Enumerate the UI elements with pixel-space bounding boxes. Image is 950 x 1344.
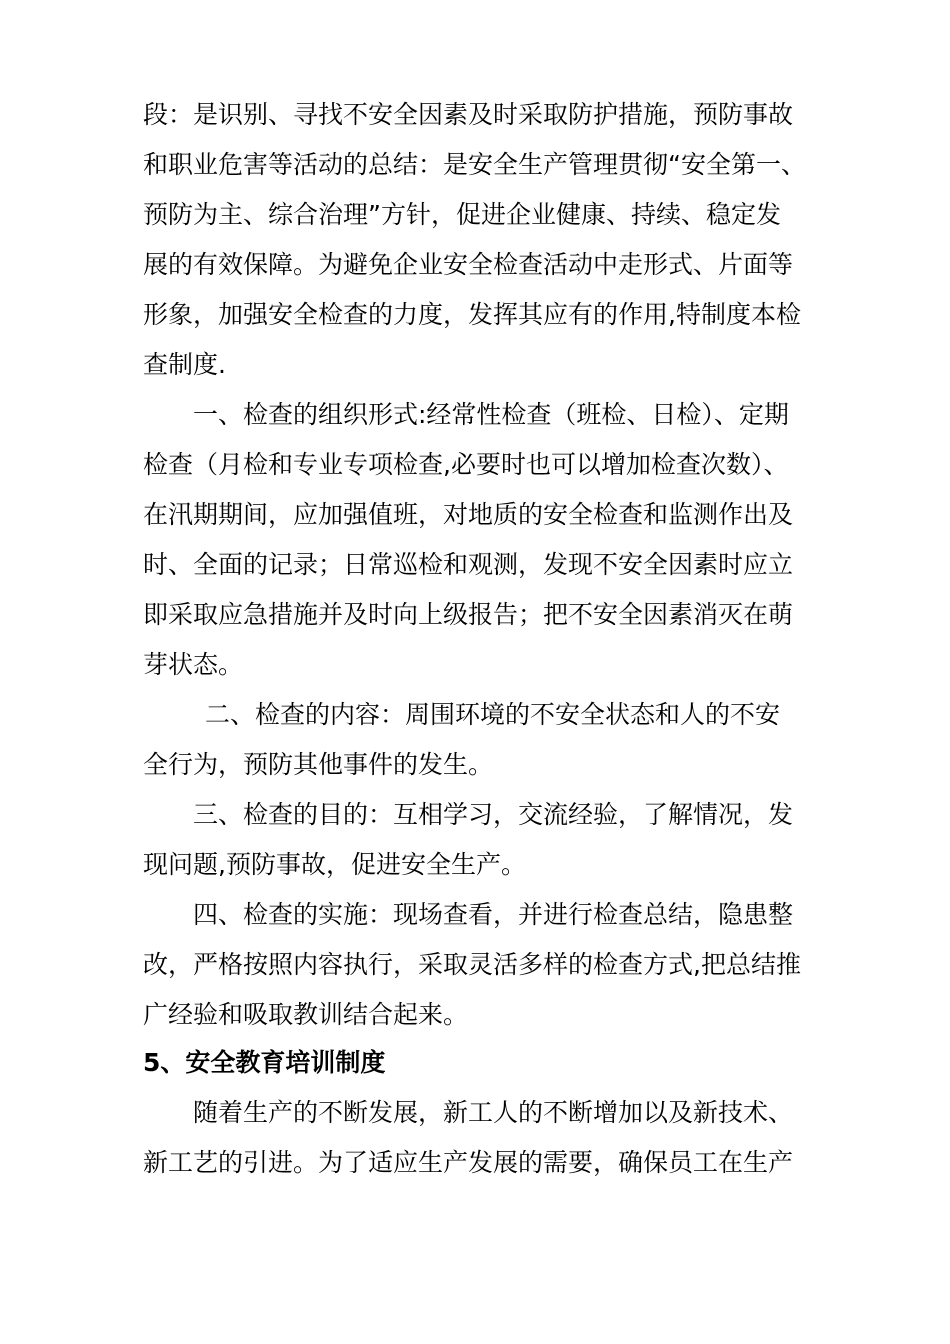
paragraph-line: 即采取应急措施并及时向上级报告；把不安全因素消灭在萌 [143,600,794,629]
paragraph-line: 展的有效保障。为避免企业安全检查活动中走形式、片面等 [143,250,794,279]
paragraph-line: 芽状态。 [143,650,244,679]
paragraph-line: 随着生产的不断发展，新工人的不断增加以及新技术、 [193,1098,794,1127]
paragraph-line: 改，严格按照内容执行，采取灵活多样的检查方式,把总结推 [143,950,801,979]
paragraph-line: 形象，加强安全检查的力度，发挥其应有的作用,特制度本检 [143,300,801,329]
paragraph-line: 段：是识别、寻找不安全因素及时采取防护措施，预防事故 [143,100,794,129]
paragraph-line: 检查（月检和专业专项检查,必要时也可以增加检查次数）、 [143,450,789,479]
paragraph-line: 预防为主、综合治理”方针，促进企业健康、持续、稳定发 [143,200,781,229]
section-3-line: 三、检查的目的：互相学习，交流经验，了解情况，发 [193,800,794,829]
paragraph-line: 查制度. [143,350,226,379]
paragraph-line: 和职业危害等活动的总结：是安全生产管理贯彻“安全第一、 [143,150,806,179]
section-heading: 5、安全教育培训制度 [143,1048,386,1077]
paragraph-line: 广经验和吸取教训结合起来。 [143,1000,469,1029]
section-4-line: 四、检查的实施：现场查看，并进行检查总结，隐患整 [193,900,794,929]
paragraph-line: 全行为，预防其他事件的发生。 [143,750,494,779]
paragraph-line: 新工艺的引进。为了适应生产发展的需要，确保员工在生产 [143,1148,794,1177]
section-1-line: 一、检查的组织形式:经常性检查（班检、日检）、定期 [193,400,789,429]
paragraph-line: 时、全面的记录；日常巡检和观测，发现不安全因素时应立 [143,550,794,579]
section-2-line: 二、检查的内容：周围环境的不安全状态和人的不安 [205,700,781,729]
paragraph-line: 在汛期期间，应加强值班，对地质的安全检查和监测作出及 [143,500,794,529]
paragraph-line: 现问题,预防事故，促进安全生产。 [143,850,526,879]
